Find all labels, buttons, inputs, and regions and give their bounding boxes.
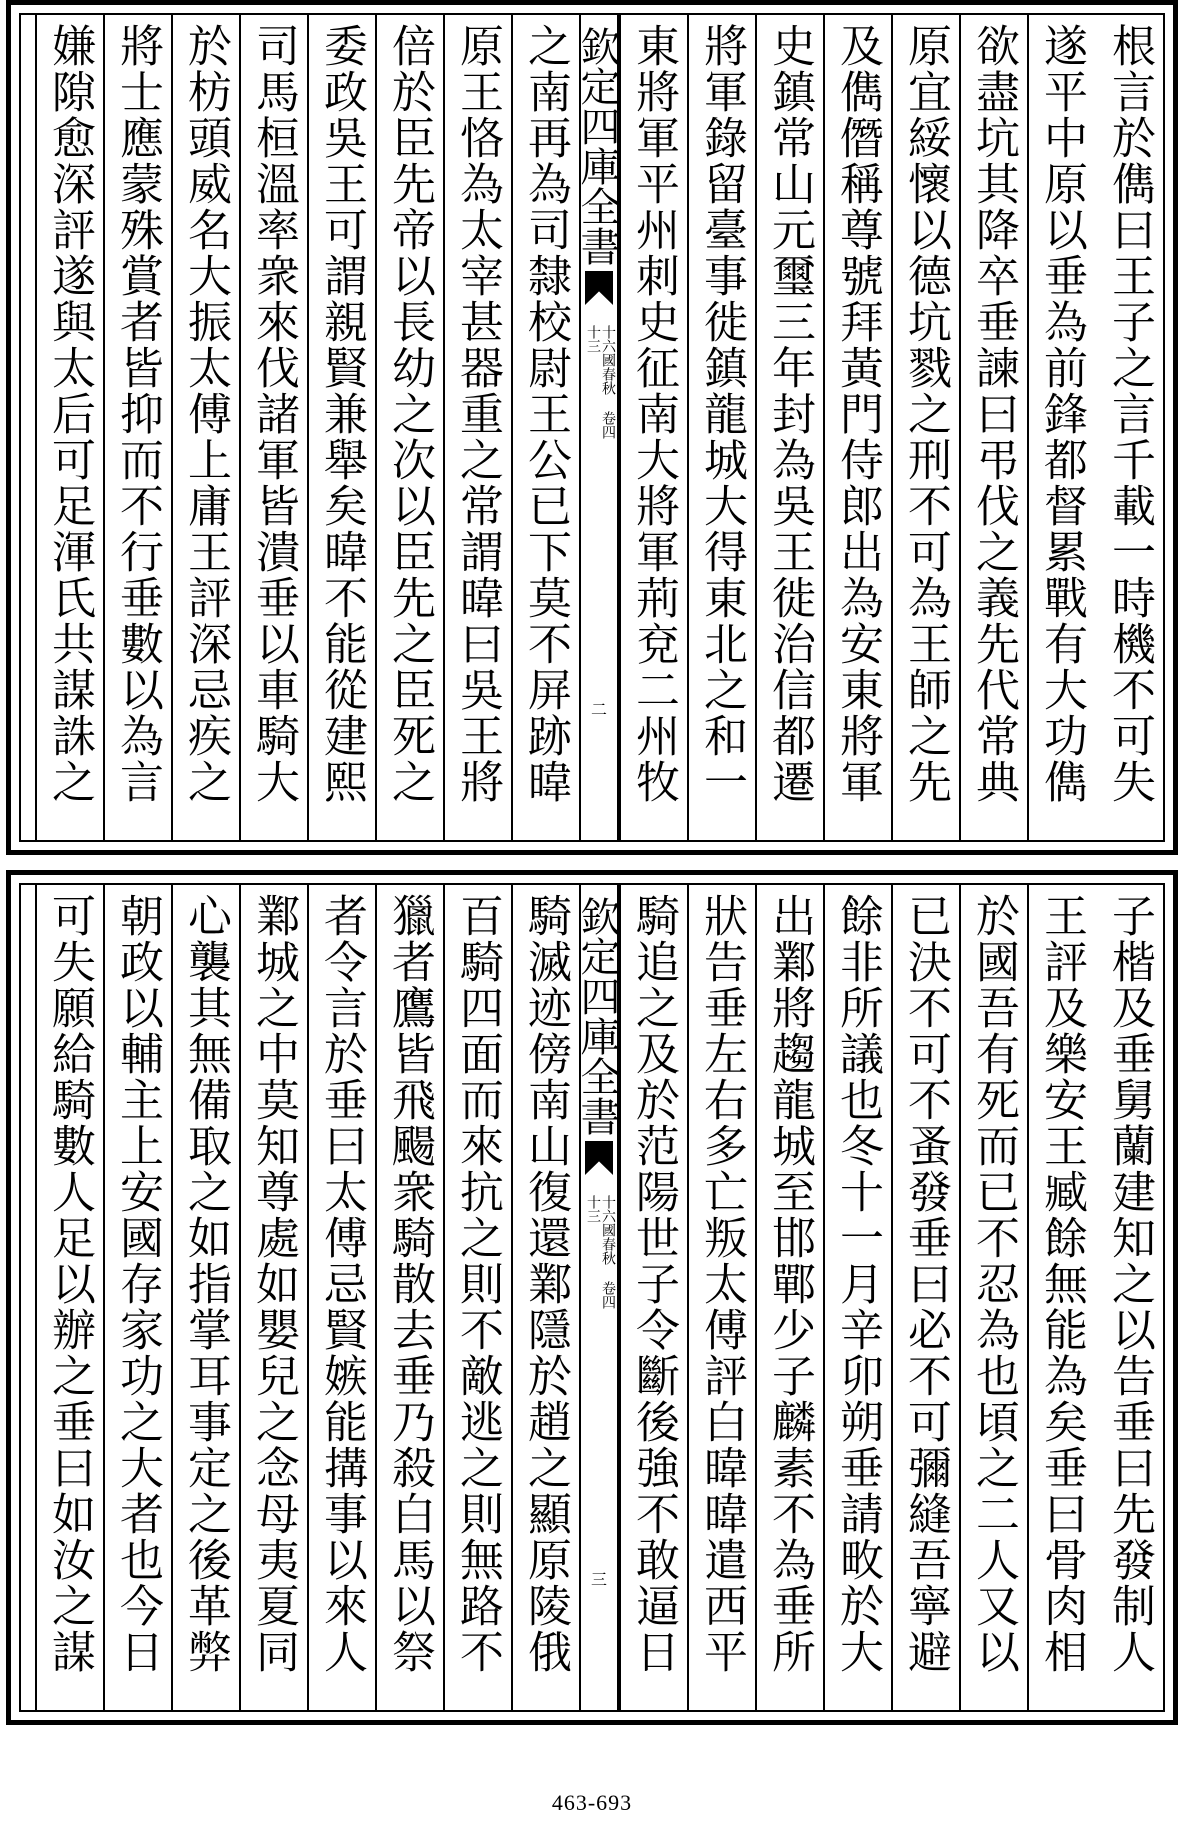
bottom-text-column bbox=[619, 885, 687, 1710]
top-text-column bbox=[307, 15, 375, 840]
column-text: 東將軍平州刺史征南大將軍荊兗二州牧 bbox=[628, 23, 679, 805]
column-text: 已決不可不蚤發垂曰必不可彌縫吾寧避 bbox=[900, 893, 951, 1675]
top-page-text-area bbox=[19, 13, 1165, 842]
column-text: 朝政以輔主上安國存家功之大者也今日 bbox=[112, 893, 163, 1675]
column-text: 獵者鷹皆飛颺衆騎散去垂乃殺白馬以祭 bbox=[384, 893, 435, 1675]
column-text: 於國吾有死而已不忍為也頃之二人又以 bbox=[968, 893, 1019, 1675]
column-text: 者令言於垂曰太傅忌賢嫉能搆事以來人 bbox=[316, 893, 367, 1675]
bottom-text-column bbox=[375, 885, 443, 1710]
bottom-text-column bbox=[443, 885, 511, 1710]
bottom-text-column bbox=[511, 885, 579, 1710]
column-text: 騎追之及於范陽世子令斷後強不敢逼日 bbox=[628, 893, 679, 1675]
top-text-column bbox=[1095, 15, 1163, 840]
fish-tail-mark-icon bbox=[585, 271, 613, 305]
column-text: 原宜綏懷以德坑戮之刑不可為王師之先 bbox=[900, 23, 951, 805]
column-text: 狀告垂左右多亡叛太傅評白暐暐遣西平 bbox=[696, 893, 747, 1675]
bottom-text-column bbox=[687, 885, 755, 1710]
column-text: 可失願給騎數人足以辦之垂曰如汝之謀 bbox=[44, 893, 95, 1675]
bottom-text-column bbox=[239, 885, 307, 1710]
bottom-fold-gutter bbox=[574, 885, 620, 1710]
bottom-text-column bbox=[1095, 885, 1163, 1710]
volume-number: 卷四十三 bbox=[585, 325, 616, 439]
column-text: 史鎮常山元璽三年封為吳王徙治信都遷 bbox=[764, 23, 815, 805]
book-title: 十六國春秋 bbox=[600, 325, 616, 395]
column-text: 之南再為司隸校尉王公已下莫不屏跡暐 bbox=[520, 23, 571, 805]
column-text: 倍於臣先帝以長幼之次以臣先之臣死之 bbox=[384, 23, 435, 805]
column-text: 遂平中原以垂為前鋒都督累戰有大功儁 bbox=[1036, 23, 1087, 805]
bottom-text-column bbox=[1027, 885, 1095, 1710]
column-text: 委政吳王可謂親賢兼舉矣暐不能從建熙 bbox=[316, 23, 367, 805]
volume-number: 卷四十三 bbox=[585, 1195, 616, 1309]
bottom-text-column bbox=[307, 885, 375, 1710]
leaf-number: 二 bbox=[590, 700, 607, 719]
bottom-page-text-area bbox=[19, 883, 1165, 1712]
bottom-text-column bbox=[171, 885, 239, 1710]
top-text-column bbox=[35, 15, 103, 840]
collection-title: 欽定四庫全書 bbox=[574, 896, 620, 1136]
page-identifier: 463-693 bbox=[551, 1790, 633, 1815]
column-text: 鄴城之中莫知尊處如嬰兒之念母夷夏同 bbox=[248, 893, 299, 1675]
leaf-number: 三 bbox=[590, 1570, 607, 1589]
top-text-column bbox=[103, 15, 171, 840]
column-text: 根言於儁曰王子之言千載一時機不可失 bbox=[1104, 23, 1155, 805]
top-text-column bbox=[171, 15, 239, 840]
column-text: 出鄴將趨龍城至邯鄲少子麟素不為垂所 bbox=[764, 893, 815, 1675]
top-text-column bbox=[443, 15, 511, 840]
bottom-text-column bbox=[755, 885, 823, 1710]
top-text-column bbox=[375, 15, 443, 840]
top-text-column bbox=[959, 15, 1027, 840]
column-text: 將軍錄留臺事徙鎮龍城大得東北之和一 bbox=[696, 23, 747, 805]
bottom-text-column bbox=[103, 885, 171, 1710]
top-text-column bbox=[891, 15, 959, 840]
bottom-text-column bbox=[891, 885, 959, 1710]
top-text-column bbox=[511, 15, 579, 840]
top-fold-gutter bbox=[574, 15, 620, 840]
column-text: 百騎四面而來抗之則不敵逃之則無路不 bbox=[452, 893, 503, 1675]
column-text: 及儁僭稱尊號拜黃門侍郎出為安東將軍 bbox=[832, 23, 883, 805]
book-title: 十六國春秋 bbox=[600, 1195, 616, 1265]
book-and-volume bbox=[583, 325, 615, 445]
top-text-column bbox=[687, 15, 755, 840]
top-text-column bbox=[239, 15, 307, 840]
column-text: 餘非所議也冬十一月辛卯朔垂請畋於大 bbox=[832, 893, 883, 1675]
column-text: 騎滅迹傍南山復還鄴隱於趙之顯原陵俄 bbox=[520, 893, 571, 1675]
column-text: 子楷及垂舅蘭建知之以告垂曰先發制人 bbox=[1104, 893, 1155, 1675]
top-text-column bbox=[823, 15, 891, 840]
column-text: 原王恪為太宰甚器重之常謂暐曰吳王將 bbox=[452, 23, 503, 805]
book-and-volume bbox=[583, 1195, 615, 1315]
column-text: 將士應蒙殊賞者皆抑而不行垂數以為言 bbox=[112, 23, 163, 805]
bottom-text-column bbox=[823, 885, 891, 1710]
column-text: 王評及樂安王臧餘無能為矣垂曰骨肉相 bbox=[1036, 893, 1087, 1675]
bottom-text-column bbox=[35, 885, 103, 1710]
column-text: 心襲其無備取之如指掌耳事定之後革弊 bbox=[180, 893, 231, 1675]
bottom-page-frame bbox=[6, 870, 1178, 1725]
top-text-column bbox=[755, 15, 823, 840]
column-text: 嫌隙愈深評遂與太后可足渾氏共謀誅之 bbox=[44, 23, 95, 805]
fish-tail-mark-icon bbox=[585, 1141, 613, 1175]
top-text-column bbox=[619, 15, 687, 840]
top-page-frame bbox=[6, 0, 1178, 855]
top-text-column bbox=[1027, 15, 1095, 840]
bottom-text-column bbox=[959, 885, 1027, 1710]
column-text: 於枋頭威名大振太傅上庸王評深忌疾之 bbox=[180, 23, 231, 805]
column-text: 司馬桓溫率衆來伐諸軍皆潰垂以車騎大 bbox=[248, 23, 299, 805]
column-text: 欲盡坑其降卒垂諫曰弔伐之義先代常典 bbox=[968, 23, 1019, 805]
collection-title: 欽定四庫全書 bbox=[574, 26, 620, 266]
